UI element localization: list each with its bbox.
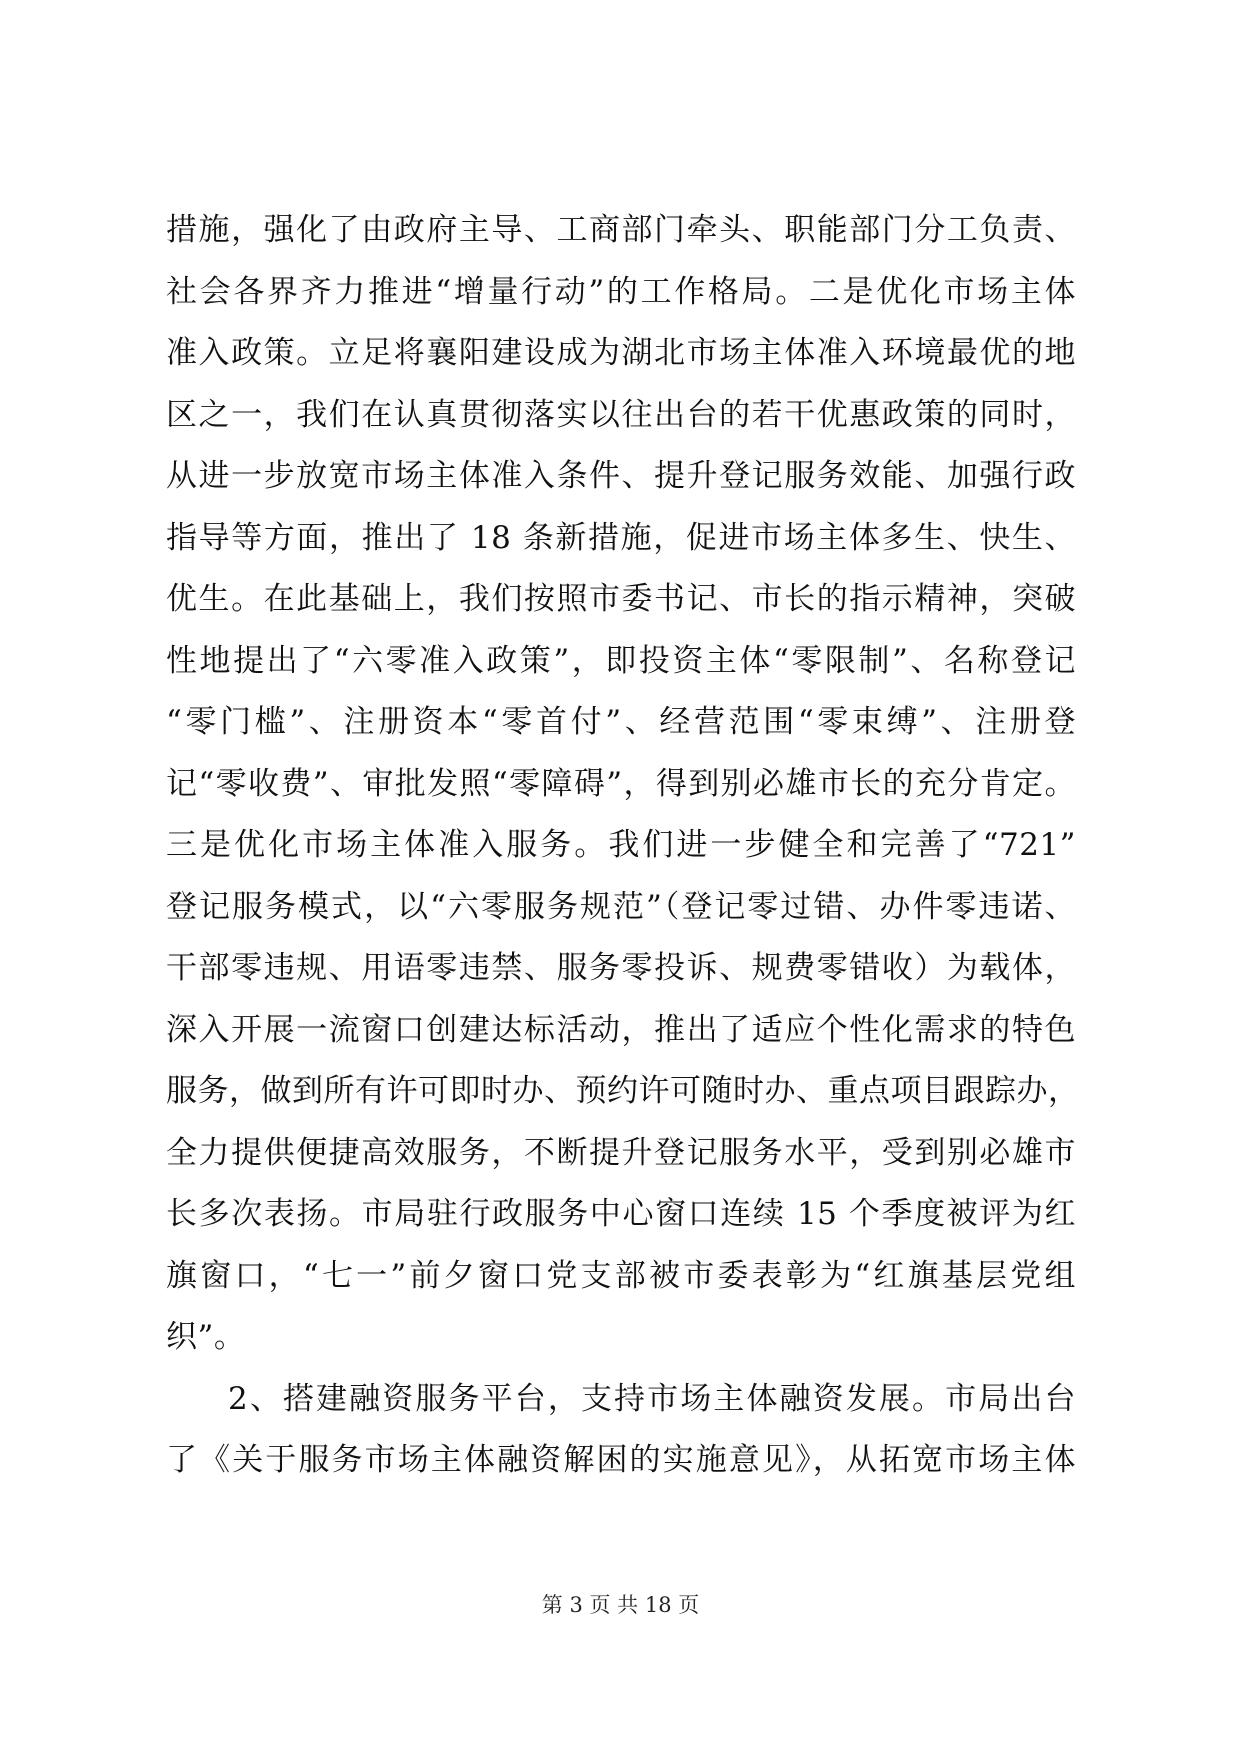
text-line: “零门槛”、注册资本“零首付”、经营范围“零束缚”、注册登 [166, 704, 1076, 740]
text-line: 记“零收费”、审批发照“零障碍”，得到别必雄市长的充分肯定。 [166, 765, 1076, 802]
text-line: 深入开展一流窗口创建达标活动，推出了适应个性化需求的特色 [166, 1011, 1076, 1048]
text-line: 优生。在此基础上，我们按照市委书记、市长的指示精神，突破 [166, 581, 1076, 617]
text-line: 区之一，我们在认真贯彻落实以往出台的若干优惠政策的同时， [166, 396, 1076, 433]
text-line: 服务，做到所有许可即时办、预约许可随时办、重点项目跟踪办， [166, 1073, 1080, 1109]
text-line: 社会各界齐力推进“增量行动”的工作格局。二是优化市场主体 [166, 273, 1076, 310]
text-line: 长多次表扬。市局驻行政服务中心窗口连续 15 个季度被评为红 [166, 1196, 1076, 1232]
paragraph-first-line: 2、搭建融资服务平台，支持市场主体融资发展。市局出台 [228, 1380, 1076, 1417]
text-line: 登记服务模式，以“六零服务规范”（登记零过错、办件零违诺、 [166, 888, 1076, 925]
text-line: 指导等方面，推出了 18 条新措施，促进市场主体多生、快生、 [166, 519, 1076, 556]
text-line: 措施，强化了由政府主导、工商部门牵头、职能部门分工负责、 [166, 212, 1076, 248]
text-line: 从进一步放宽市场主体准入条件、提升登记服务效能、加强行政 [166, 458, 1076, 494]
text-line: 织”。 [166, 1319, 246, 1355]
text-line: 干部零违规、用语零违禁、服务零投诉、规费零错收）为载体， [166, 950, 1076, 986]
text-line: 三是优化市场主体准入服务。我们进一步健全和完善了“721” [166, 827, 1076, 863]
text-line: 旗窗口，“七一”前夕窗口党支部被市委表彰为“红旗基层党组 [166, 1257, 1076, 1294]
body-text [166, 200, 1080, 1492]
text-line: 全力提供便捷高效服务，不断提升登记服务水平，受到别必雄市 [166, 1134, 1076, 1171]
text-line: 了《关于服务市场主体融资解困的实施意见》，从拓宽市场主体 [166, 1442, 1076, 1478]
page-footer: 第 3 页 共 18 页 [541, 1593, 700, 1617]
text-line: 准入政策。立足将襄阳建设成为湖北市场主体准入环境最优的地 [166, 335, 1076, 371]
text-line: 性地提出了“六零准入政策”，即投资主体“零限制”、名称登记 [166, 642, 1076, 679]
